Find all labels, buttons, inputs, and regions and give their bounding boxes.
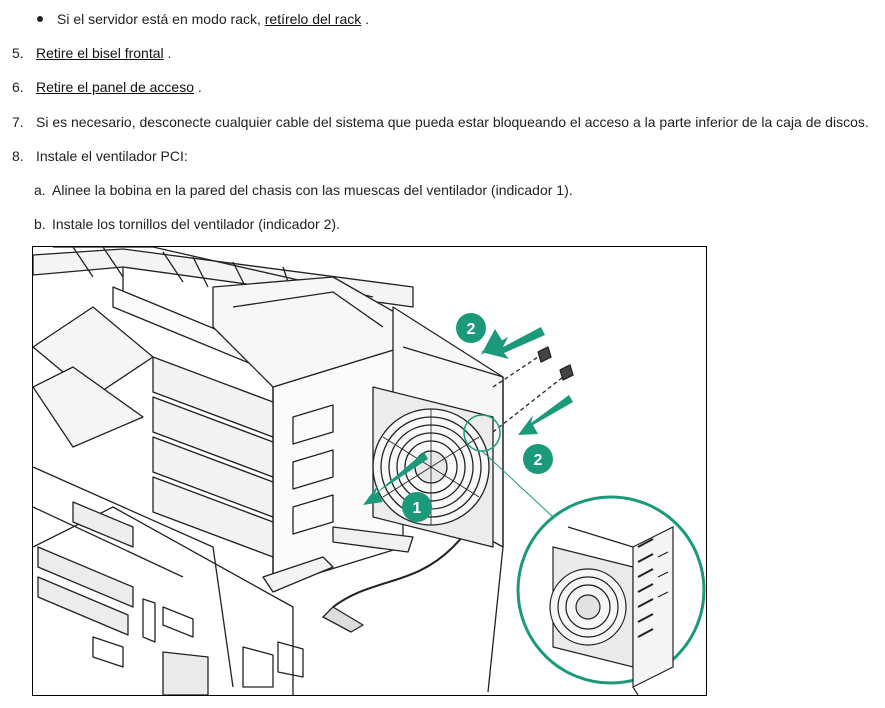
fan-installation-illustration bbox=[32, 246, 707, 696]
substep-text: Instale los tornillos del ventilador (indicador 2). bbox=[52, 216, 340, 232]
bullet-text-after: . bbox=[361, 11, 370, 27]
remove-front-bezel-link[interactable]: Retire el bisel frontal bbox=[36, 45, 164, 61]
step-number: 8. bbox=[12, 148, 24, 164]
step-text: Instale el ventilador PCI: bbox=[36, 148, 188, 164]
callout-label-1: 1 bbox=[412, 500, 422, 517]
step-number: 7. bbox=[12, 114, 24, 130]
substep-b bbox=[34, 215, 340, 233]
substep-text: Alinee la bobina en la pared del chasis con las muescas del ventilador (indicador 1). bbox=[52, 182, 573, 198]
remove-access-panel-link[interactable]: Retire el panel de acceso bbox=[36, 79, 194, 95]
step-7 bbox=[12, 113, 869, 131]
substep-letter: b. bbox=[34, 216, 46, 232]
step-8 bbox=[12, 147, 188, 165]
bullet-dot bbox=[37, 16, 43, 22]
bullet-item-rack bbox=[57, 10, 369, 28]
step-text-after: . bbox=[163, 45, 172, 61]
chassis-line-drawing bbox=[33, 247, 706, 695]
substep-a bbox=[34, 181, 573, 199]
step-5 bbox=[12, 44, 171, 62]
remove-from-rack-link[interactable]: retírelo del rack bbox=[264, 11, 362, 27]
bullet-text: Si el servidor está en modo rack, bbox=[57, 11, 265, 27]
step-number: 5. bbox=[12, 45, 24, 61]
step-text-after: . bbox=[194, 79, 202, 95]
step-6 bbox=[12, 78, 202, 96]
callout-label-2a: 2 bbox=[466, 321, 476, 338]
step-number: 6. bbox=[12, 79, 24, 95]
step-text: Si es necesario, desconecte cualquier cable del sistema que pueda estar bloqueando el acceso a la parte inferior de la caja de discos. bbox=[36, 114, 869, 130]
callout-label-2b: 2 bbox=[533, 452, 543, 469]
substep-letter: a. bbox=[34, 182, 46, 198]
